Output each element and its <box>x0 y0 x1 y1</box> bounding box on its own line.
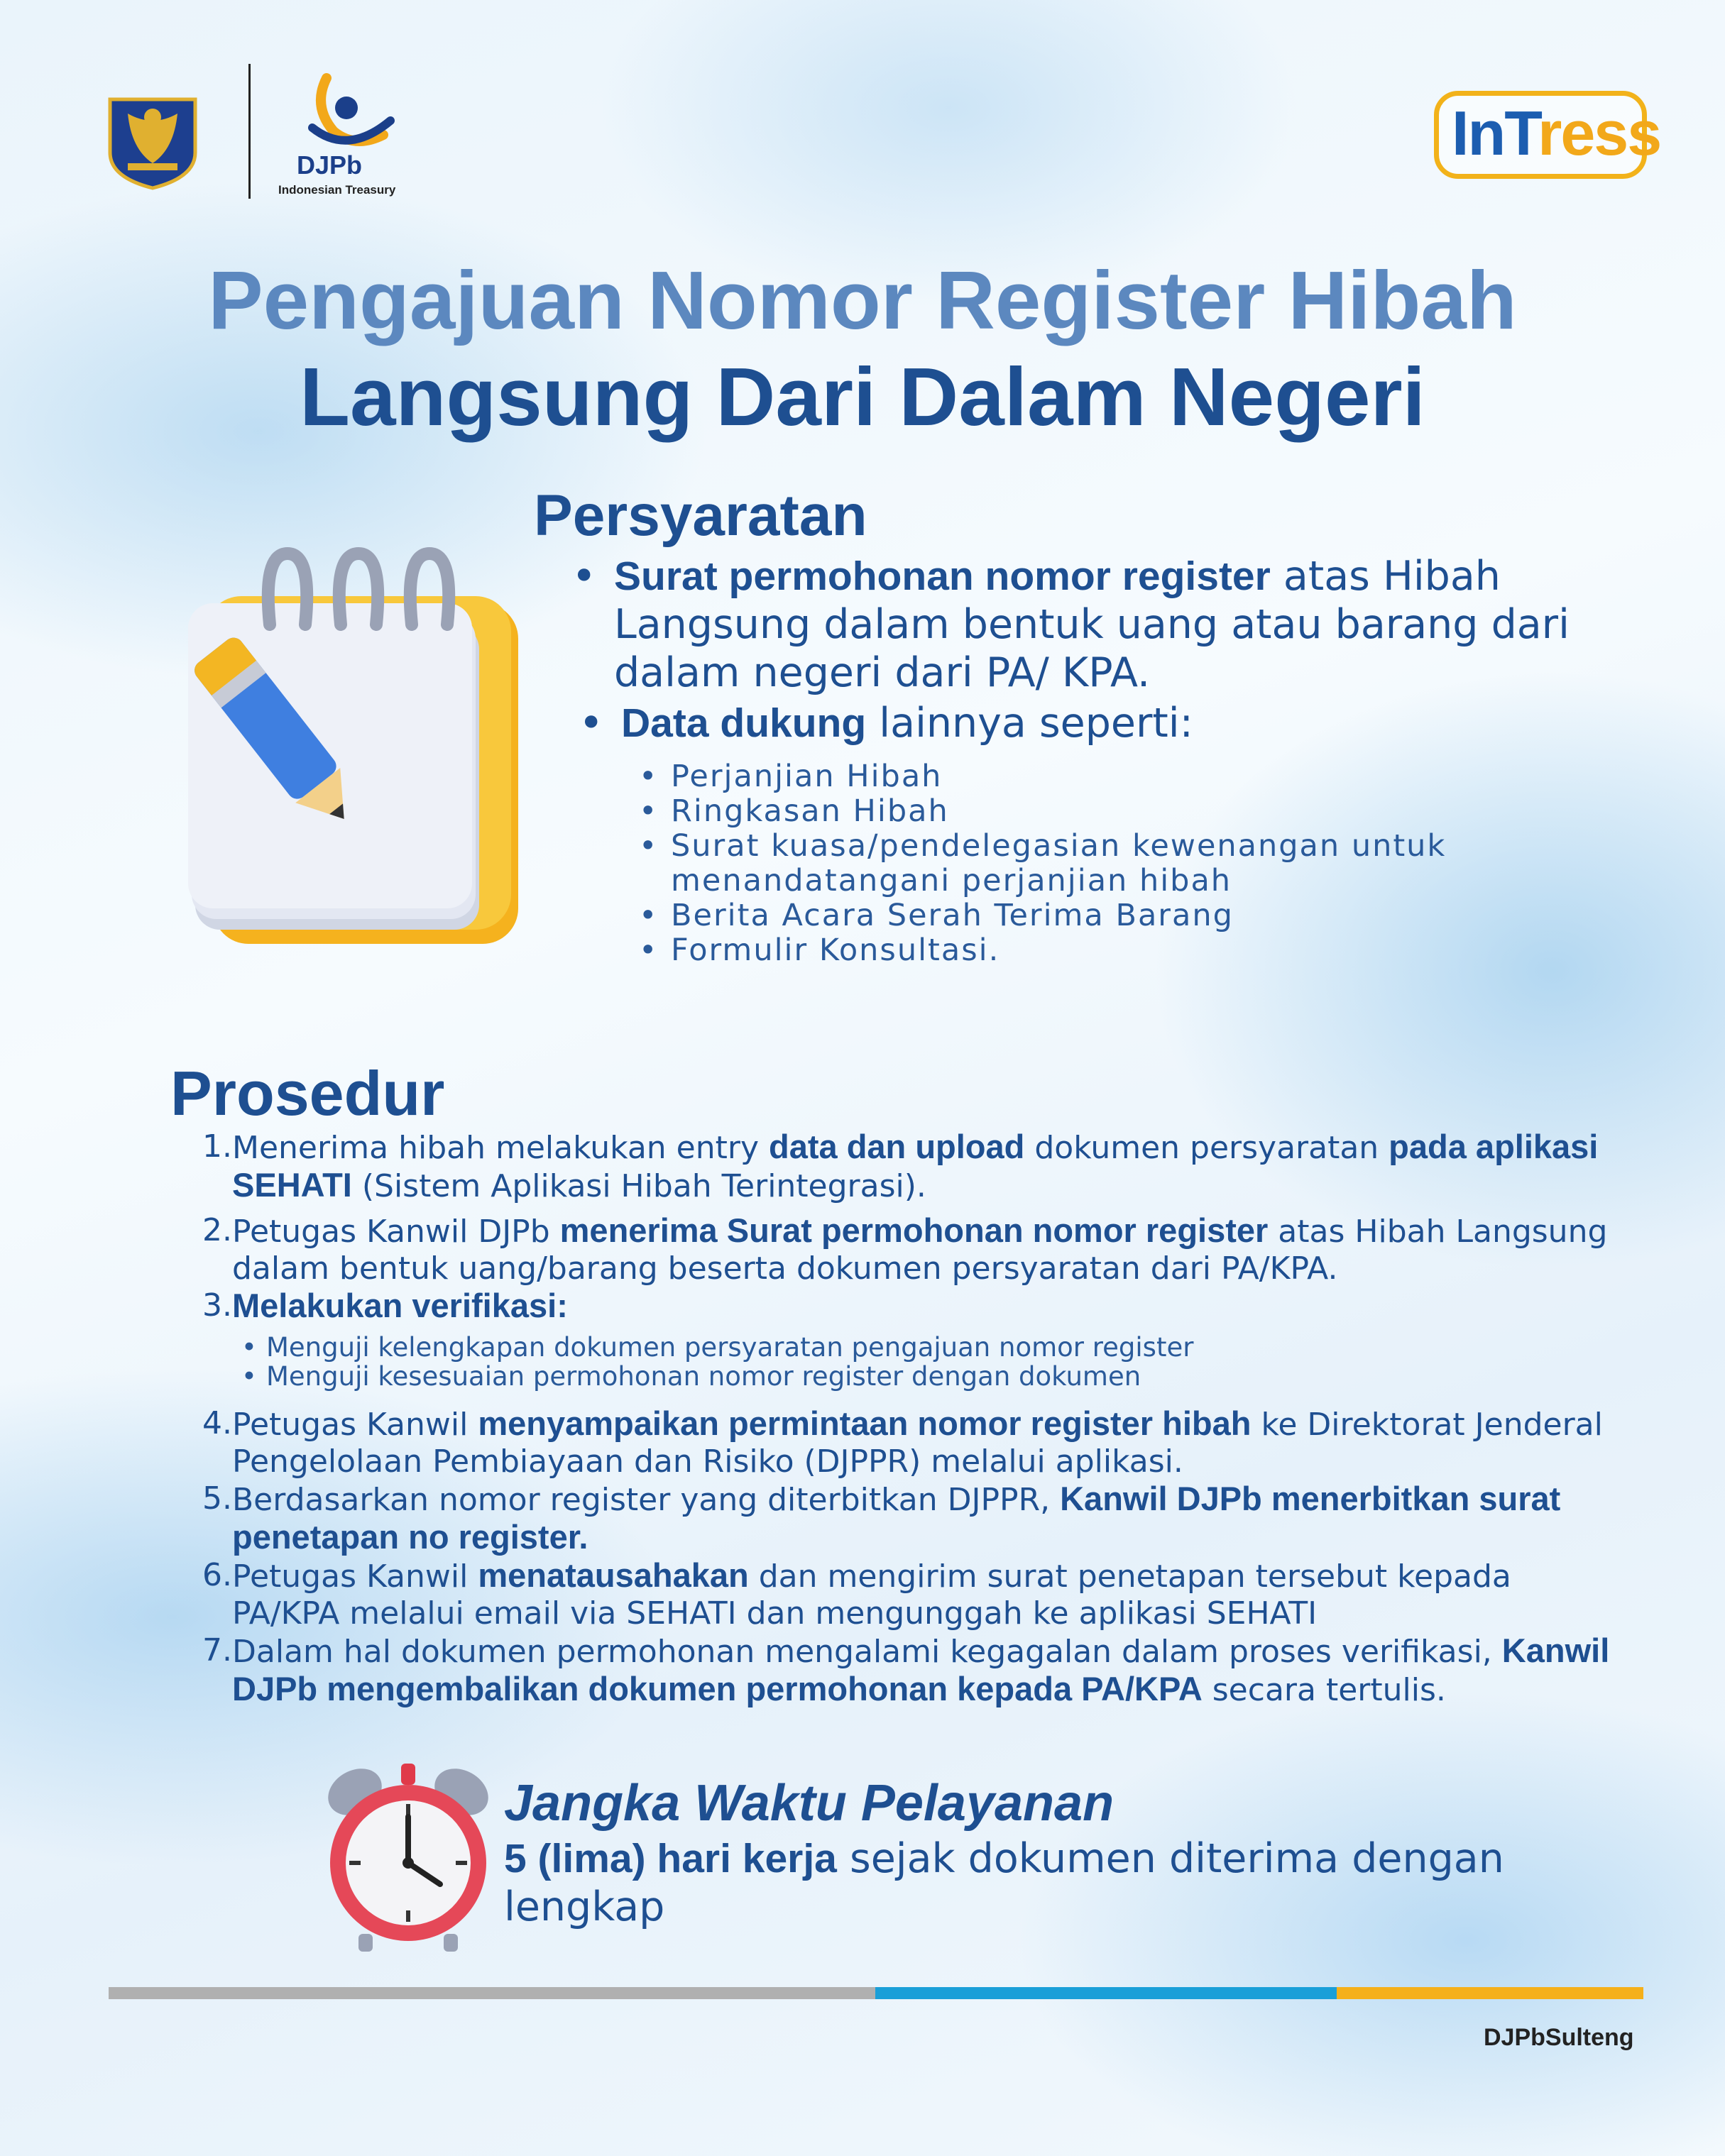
requirement-bold: Data dukung <box>621 700 867 746</box>
bullet-icon: • <box>241 1361 257 1392</box>
notepad-pencil-icon <box>163 539 532 951</box>
supporting-data-list <box>639 759 1594 968</box>
title-line-2: Langsung Dari Dalam Negeri <box>300 351 1425 443</box>
bullet-icon: • <box>571 551 597 601</box>
bullet-icon: • <box>579 698 604 748</box>
list-item: • Menguji kelengkapan dokumen persyaratan pengajuan nomor register <box>241 1332 1194 1363</box>
footer-handle: DJPbSulteng <box>1484 2024 1634 2051</box>
procedure-steps <box>202 1128 1622 1709</box>
intress-logo-text: InTress <box>1452 98 1661 168</box>
kemenkeu-logo <box>99 85 206 192</box>
bullet-icon: • <box>639 793 659 829</box>
header-divider <box>248 64 251 199</box>
service-time-heading: Jangka Waktu Pelayanan <box>504 1775 1115 1832</box>
list-item: • Formulir Konsultasi. <box>639 933 1000 968</box>
bullet-icon: • <box>639 898 659 933</box>
alarm-clock-icon <box>319 1760 497 1952</box>
intress-logo <box>1434 91 1661 179</box>
procedure-step-6: 6. Petugas Kanwil menatausahakan dan mengirim surat penetapan tersebut kepada PA/KPA melalui email via SEHATI dan mengunggah ke aplikasi SEHATI <box>202 1556 1511 1632</box>
list-item: • Surat kuasa/pendelegasian kewenangan untuk menandatangani perjanjian hibah <box>639 828 1447 898</box>
requirement-bold: Surat permohonan nomor register <box>614 554 1271 599</box>
procedure-step-7: 7. Dalam hal dokumen permohonan mengalami kegagalan dalam proses verifikasi, Kanwil DJPb mengembalikan dokumen permohonan kepada PA/KPA secara tertulis. <box>202 1632 1610 1708</box>
bullet-icon: • <box>639 933 659 968</box>
requirement-text: atas Hibah Langsung dalam bentuk uang atau barang dari dalam negeri dari PA/ KPA. <box>614 553 1570 696</box>
djpb-name: DJPb <box>297 150 363 180</box>
footer-divider <box>109 1987 1643 1999</box>
requirement-item <box>571 551 1643 697</box>
bullet-icon: • <box>241 1332 257 1363</box>
page-title <box>0 252 1725 445</box>
procedure-step-2: 2. Petugas Kanwil DJPb menerima Surat permohonan nomor register atas Hibah Langsung dalam bentuk uang/barang beserta dokumen persyaratan dari PA/KPA. <box>202 1211 1608 1287</box>
procedure-step-3: 3. Melakukan verifikasi: <box>202 1287 568 1324</box>
persyaratan-heading: Persyaratan <box>534 483 867 548</box>
prosedur-heading: Prosedur <box>170 1058 445 1128</box>
list-item: • Ringkasan Hibah <box>639 793 949 829</box>
procedure-step-5: 5. Berdasarkan nomor register yang diterbitkan DJPPR, Kanwil DJPb menerbitkan surat penetapan no register. <box>202 1480 1561 1556</box>
title-line-1: Pengajuan Nomor Register Hibah <box>208 254 1517 346</box>
list-item: • Menguji kesesuaian permohonan nomor register dengan dokumen <box>241 1361 1141 1392</box>
list-item: • Perjanjian Hibah <box>639 759 943 794</box>
list-item: • Berita Acara Serah Terima Barang <box>639 898 1234 933</box>
service-time-detail: 5 (lima) hari kerja sejak dokumen diterima dengan lengkap <box>504 1835 1504 1930</box>
procedure-step-1: 1. Menerima hibah melakukan entry data dan upload dokumen persyaratan pada aplikasi SEHATI (Sistem Aplikasi Hibah Terintegrasi). <box>202 1128 1599 1204</box>
bullet-icon: • <box>639 759 659 794</box>
procedure-step-4: 4. Petugas Kanwil menyampaikan permintaan nomor register hibah ke Direktorat Jenderal Pengelolaan Pembiayaan dan Risiko (DJPPR) melalui aplikasi. <box>202 1404 1603 1480</box>
requirement-text: lainnya seperti: <box>866 700 1193 747</box>
requirement-item <box>579 698 1650 748</box>
djpb-tagline: Indonesian Treasury <box>278 183 396 197</box>
bullet-icon: • <box>639 828 659 864</box>
